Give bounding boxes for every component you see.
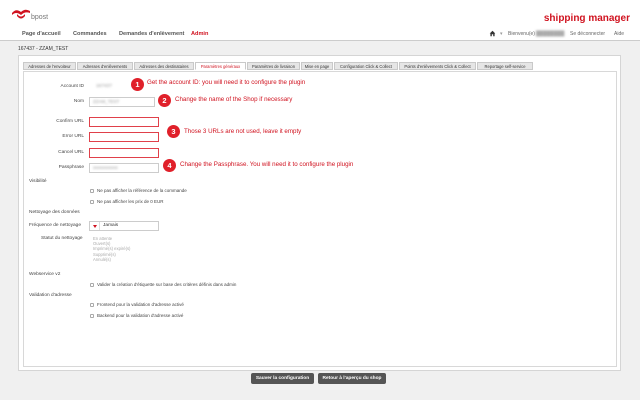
frontend-validation-label: Frontend pour la validation d'adresse activé <box>97 302 184 307</box>
user-menu-icon[interactable]: ▾ <box>500 31 503 37</box>
help-link[interactable]: Aide <box>614 31 625 37</box>
nav-item-home[interactable]: Page d'accueil <box>22 31 61 37</box>
tab-general-settings[interactable]: Paramètres généraux <box>195 62 246 70</box>
nom-label: Nom <box>73 99 84 104</box>
webservice-checkbox[interactable] <box>90 283 94 287</box>
tab-self-service-reporting[interactable]: Reportage self-service <box>477 62 533 70</box>
hide-order-ref-label: Ne pas afficher la référence de la commande <box>97 188 187 193</box>
backend-validation-checkbox[interactable] <box>90 314 94 318</box>
status-option[interactable]: En attente <box>93 236 113 241</box>
annotation-text-2: Change the name of the Shop if necessary <box>175 96 293 103</box>
nom-input[interactable] <box>89 97 155 107</box>
annotation-badge-3: 3 <box>167 125 180 138</box>
status-option[interactable]: Ouvert(s) <box>93 241 111 247</box>
annotation-badge-2: 2 <box>158 94 171 107</box>
logo-text: bpost <box>31 14 49 21</box>
nom-value: ZZAM_TEST <box>93 99 120 104</box>
app-title: shipping manager <box>543 13 630 24</box>
cleanup-frequency-select[interactable] <box>89 221 159 231</box>
cleanup-status-label: Statut du nettoyage <box>41 236 83 241</box>
logout-link[interactable]: Se déconnecter <box>570 31 606 37</box>
account-id-value: 167437 <box>96 84 113 89</box>
bpost-logo[interactable] <box>10 7 32 23</box>
shop-id-label: 167437 - ZZAM_TEST <box>18 46 69 52</box>
confirm-url-input[interactable] <box>89 117 159 127</box>
passphrase-input[interactable] <box>89 163 159 173</box>
tab-click-collect-points[interactable]: Points d'enlèvements Click & Collect <box>399 62 476 70</box>
nav-item-orders[interactable]: Commandes <box>73 31 107 37</box>
tab-pickup-addresses[interactable]: Adresses d'enlèvements <box>77 62 133 70</box>
chevron-down-icon <box>90 222 100 230</box>
settings-panel <box>18 55 621 371</box>
welcome-label: Bienvenu(e) <box>508 31 535 37</box>
cleanup-status-list <box>93 236 130 262</box>
hide-zero-price-checkbox[interactable] <box>90 200 94 204</box>
visibility-title: Visibilité <box>29 179 47 184</box>
tab-recipient-addresses[interactable]: Adresses des destinataires <box>134 62 194 70</box>
tab-sender-addresses[interactable]: Adresses de l'envoiteur <box>23 62 76 70</box>
tab-layout[interactable]: Mise en page <box>301 62 333 70</box>
hide-order-ref-checkbox[interactable] <box>90 189 94 193</box>
hide-zero-price-label: Ne pas afficher les prix de 0 EUR <box>97 199 164 204</box>
nav-item-admin[interactable]: Admin <box>191 31 209 37</box>
annotation-text-3: Those 3 URLs are not used, leave it empty <box>184 128 302 135</box>
annotation-text-1: Get the account ID: you will need it to configure the plugin <box>147 79 306 86</box>
tab-click-collect-config[interactable]: Configuration Click & Collect <box>334 62 398 70</box>
confirm-url-label: Confirm URL <box>56 119 84 124</box>
error-url-label: Error URL <box>62 134 84 139</box>
cancel-url-label: Cancel URL <box>58 150 84 155</box>
address-validation-title: Validation d'adresse <box>29 293 72 298</box>
save-config-button[interactable]: Sauver la configuration <box>251 373 314 384</box>
frontend-validation-checkbox[interactable] <box>90 303 94 307</box>
cleanup-title: Nettoyage des données <box>29 210 80 215</box>
cancel-url-input[interactable] <box>89 148 159 158</box>
annotation-badge-1: 1 <box>131 78 144 91</box>
annotation-badge-4: 4 <box>163 159 176 172</box>
passphrase-value: xxxxxxxxxxx <box>93 165 118 170</box>
account-id-label: Account ID <box>60 84 84 89</box>
webservice-title: Webservice v2 <box>29 272 61 277</box>
back-to-shop-button[interactable]: Retour à l'aperçu du shop <box>318 373 386 384</box>
cleanup-frequency-label: Fréquence de nettoyage <box>29 223 82 228</box>
user-name: ████████ <box>536 31 565 37</box>
status-option[interactable]: Annulé(s) <box>93 256 111 262</box>
status-option[interactable]: Supprimé(s) <box>93 251 116 257</box>
home-icon[interactable] <box>489 30 496 37</box>
backend-validation-label: Backend pour la validation d'adresse activé <box>97 313 184 318</box>
annotation-text-4: Change the Passphrase. You will need it to configure the plugin <box>180 161 354 168</box>
general-settings-form <box>23 71 617 367</box>
status-option[interactable]: Imprimé(s) expiré(s) <box>93 246 131 252</box>
tab-delivery-settings[interactable]: Paramètres de livraison <box>247 62 300 70</box>
webservice-label: Valider la création d'étiquette sur base des critères définis dans admin <box>97 282 237 287</box>
error-url-input[interactable] <box>89 132 159 142</box>
cleanup-frequency-value: Jamais <box>103 223 119 228</box>
nav-item-pickups[interactable]: Demandes d'enlèvement <box>119 31 185 37</box>
passphrase-label: Passphrase <box>58 165 84 170</box>
